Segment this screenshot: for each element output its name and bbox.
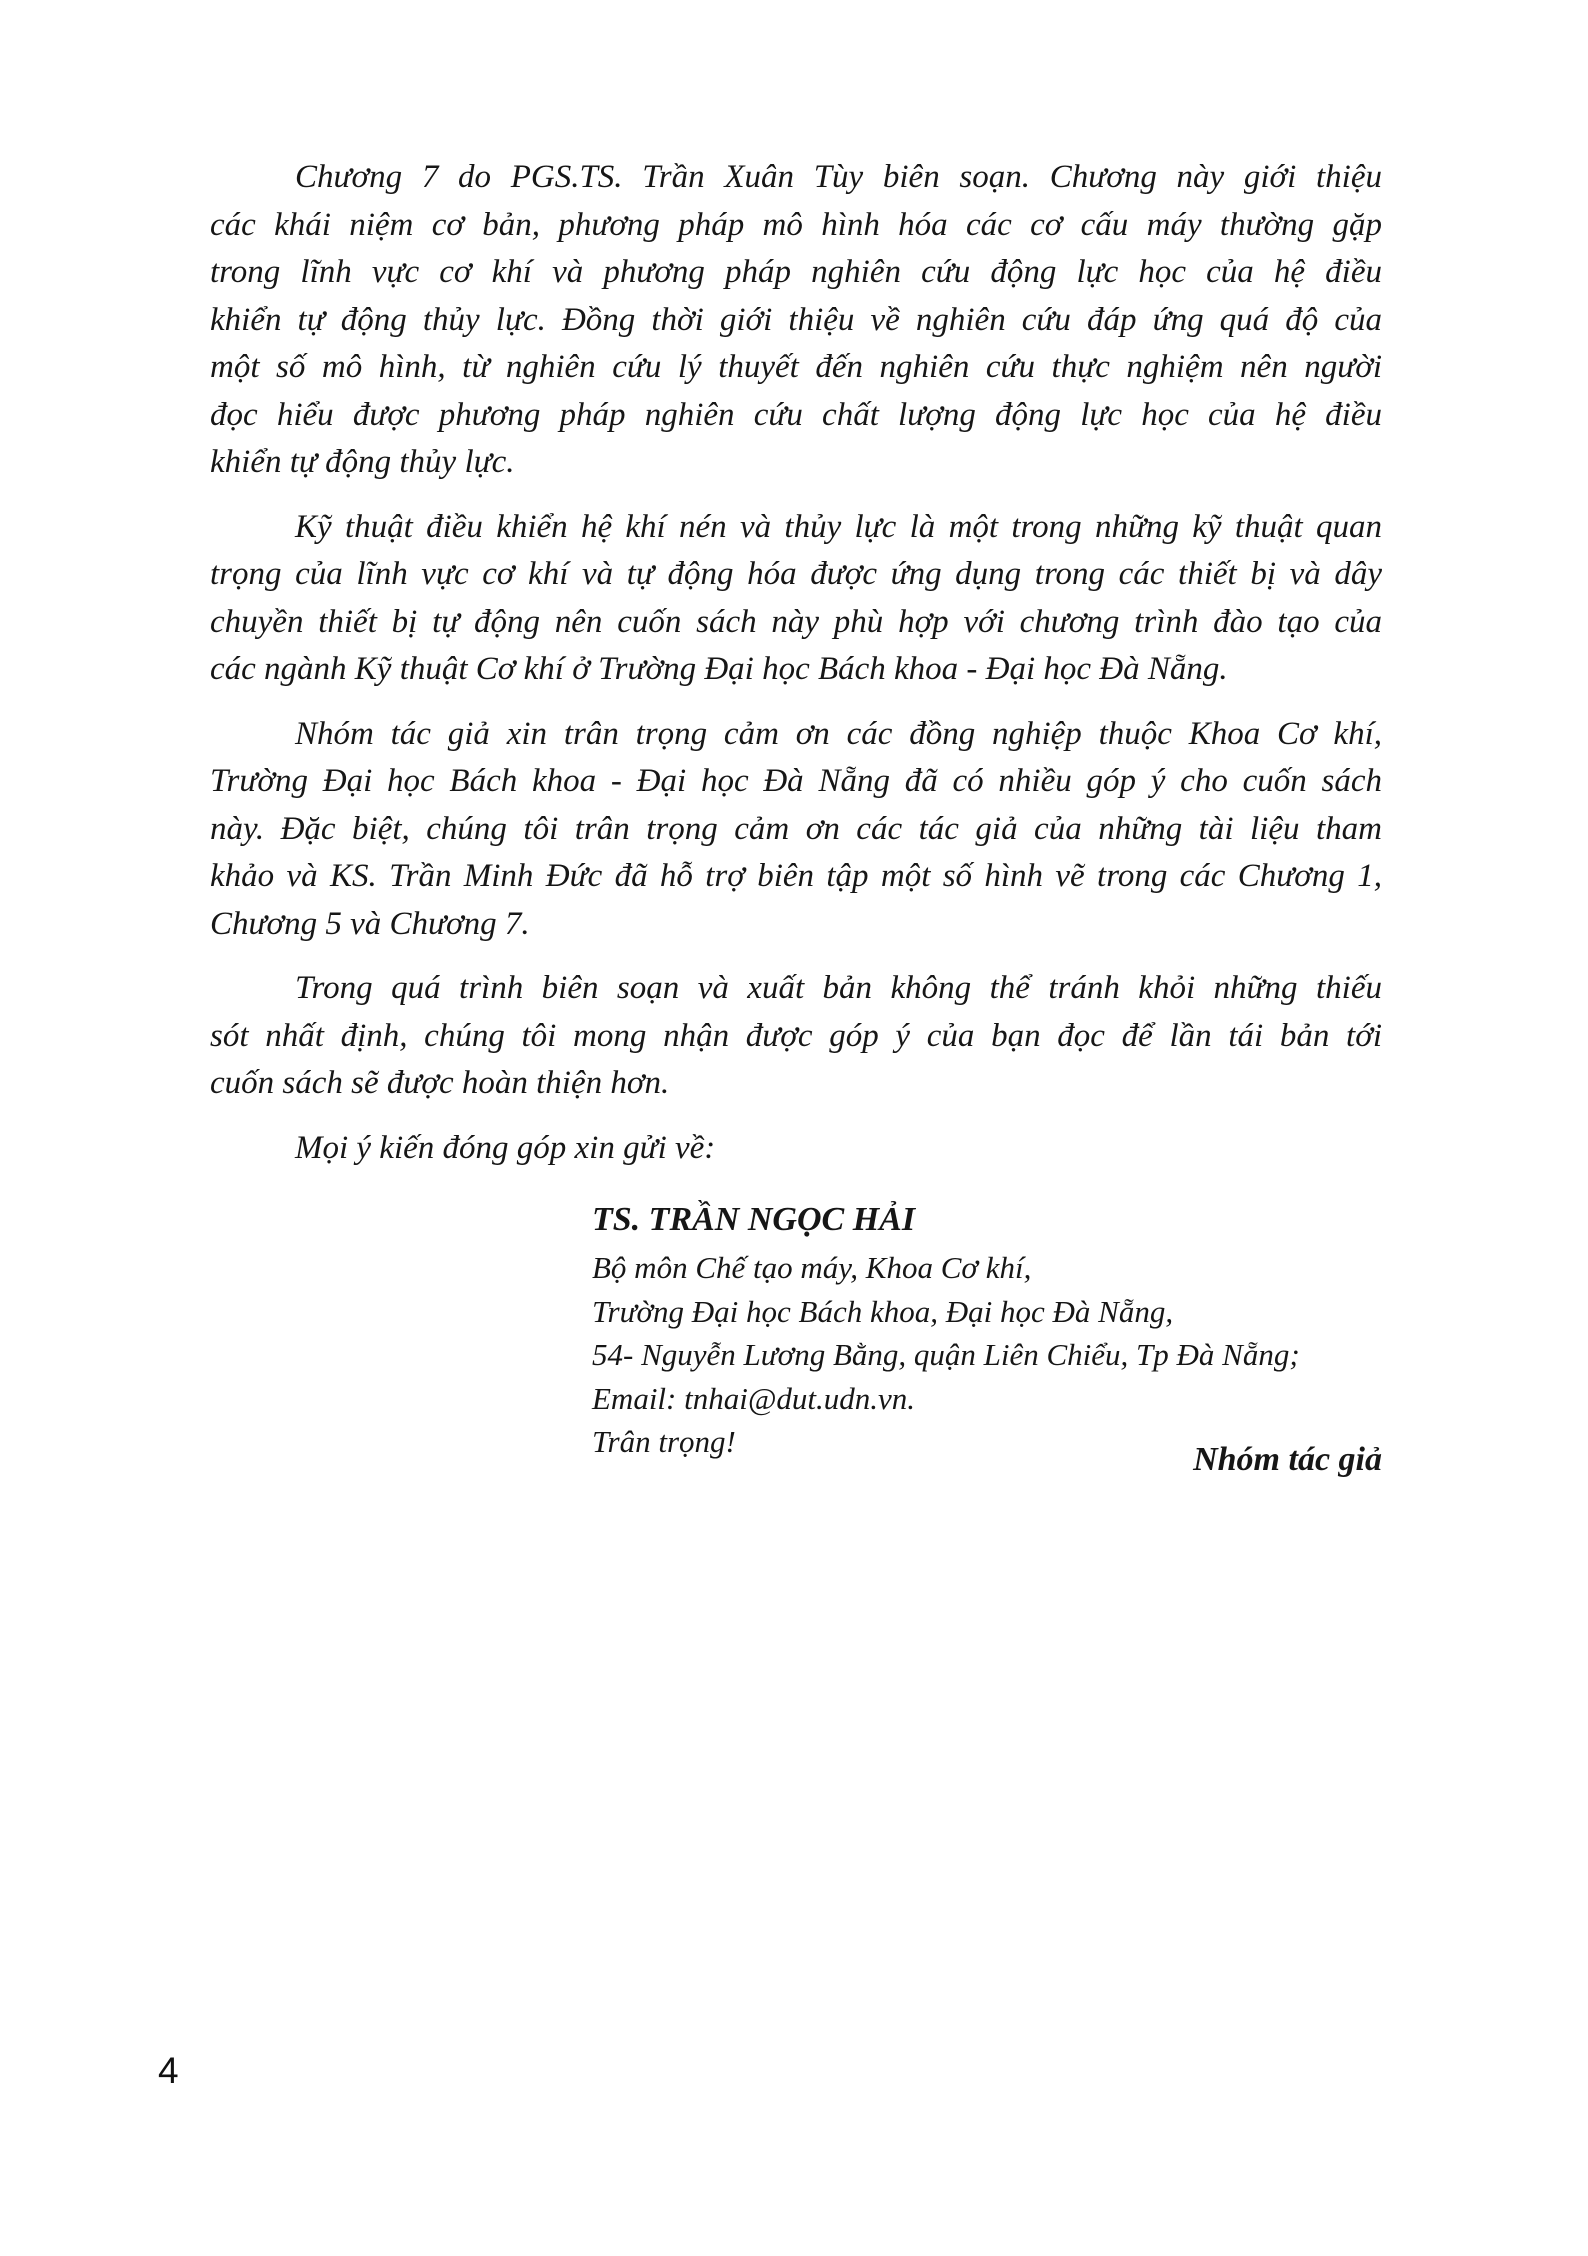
text-line: khiển tự động thủy lực. (210, 444, 515, 480)
preface-text (210, 154, 1382, 1480)
contact-name: TS. TRẦN NGỌC HẢI (592, 1201, 916, 1238)
text-line: này. Đặc biệt, chúng tôi trân trọng cảm ơn các tác giả của những tài liệu tham (210, 810, 1382, 847)
text-line: trong lĩnh vực cơ khí và phương pháp nghiên cứu động lực học của hệ điều (210, 254, 1382, 290)
text-line: một số mô hình, từ nghiên cứu lý thuyết đến nghiên cứu thực nghiệm nên người (210, 349, 1382, 385)
text-line: các khái niệm cơ bản, phương pháp mô hình hóa các cơ cấu máy thường gặp (210, 206, 1382, 243)
text-line: các ngành Kỹ thuật Cơ khí ở Trường Đại học Bách khoa - Đại học Đà Nẵng. (210, 651, 1228, 687)
text-line: Kỹ thuật điều khiển hệ khí nén và thủy lực là một trong những kỹ thuật quan (295, 508, 1382, 545)
text-line: chuyền thiết bị tự động nên cuốn sách này phù hợp với chương trình đào tạo của (210, 603, 1382, 640)
contact-line: Trân trọng! (592, 1424, 736, 1459)
text-line: Trường Đại học Bách khoa - Đại học Đà Nẵng đã có nhiều góp ý cho cuốn sách (210, 763, 1382, 799)
contact-line: 54- Nguyễn Lương Bằng, quận Liên Chiểu, Tp Đà Nẵng; (592, 1337, 1300, 1372)
text-line: Mọi ý kiến đóng góp xin gửi về: (295, 1129, 716, 1166)
text-line: trọng của lĩnh vực cơ khí và tự động hóa được ứng dụng trong các thiết bị và dây (210, 556, 1382, 592)
paragraph (210, 1125, 1382, 1173)
text-line: Chương 7 do PGS.TS. Trần Xuân Tùy biên soạn. Chương này giới thiệu (295, 159, 1382, 195)
text-line: Chương 5 và Chương 7. (210, 905, 530, 942)
paragraphs-section (210, 154, 1382, 1172)
text-line: cuốn sách sẽ được hoàn thiện hơn. (210, 1065, 670, 1101)
contact-line: Email: tnhai@dut.udn.vn. (592, 1380, 915, 1416)
text-line: Trong quá trình biên soạn và xuất bản không thể tránh khỏi những thiếu (295, 970, 1382, 1006)
contact-line: Trường Đại học Bách khoa, Đại học Đà Nẵng, (592, 1293, 1174, 1329)
paragraph (210, 711, 1382, 949)
author-signature: Nhóm tác giả (1193, 1440, 1382, 1478)
text-line: khiển tự động thủy lực. Đồng thời giới thiệu về nghiên cứu đáp ứng quá độ của (210, 301, 1382, 338)
text-line: Nhóm tác giả xin trân trọng cảm ơn các đồng nghiệp thuộc Khoa Cơ khí, (295, 715, 1382, 752)
text-line: khảo và KS. Trần Minh Đức đã hỗ trợ biên tập một số hình vẽ trong các Chương 1, (210, 858, 1382, 894)
text-line: sót nhất định, chúng tôi mong nhận được góp ý của bạn đọc để lần tái bản tới (210, 1017, 1382, 1054)
page-number: 4 (158, 2050, 179, 2091)
contact-details (592, 1246, 1382, 1464)
text-line: đọc hiểu được phương pháp nghiên cứu chất lượng động lực học của hệ điều (210, 396, 1382, 433)
contact-line: Bộ môn Chế tạo máy, Khoa Cơ khí, (592, 1250, 1032, 1285)
paragraph (210, 504, 1382, 694)
contact-block (592, 1194, 1382, 1464)
paragraph (210, 154, 1382, 487)
paragraph (210, 965, 1382, 1108)
